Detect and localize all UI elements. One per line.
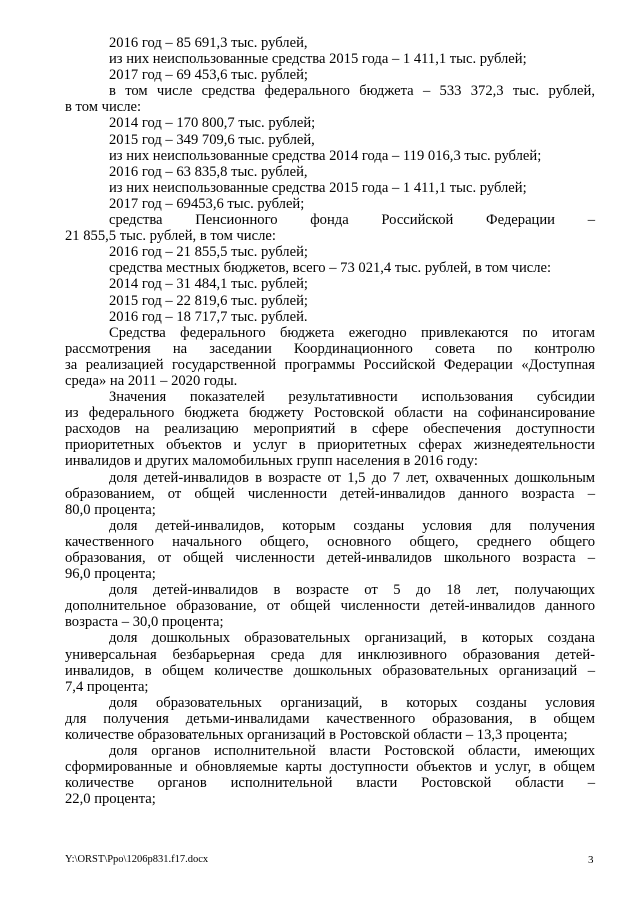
text-line: среда» на 2011 – 2020 годы. (65, 372, 238, 389)
text-line: Значения показателей результативности использования субсидии (109, 389, 595, 406)
text-line: 2017 год – 69453,6 тыс. рублей; (109, 195, 305, 212)
text-line: доля органов исполнительной власти Ростовской области, имеющих (109, 743, 595, 760)
text-line: доля детей-инвалидов в возрасте от 1,5 до 7 лет, охваченных дошкольным (109, 469, 595, 486)
text-line: в том числе средства федерального бюджета – 533 372,3 тыс. рублей, (109, 83, 595, 100)
page-number: 3 (588, 854, 594, 866)
text-line: возраста – 30,0 процента; (65, 614, 224, 631)
text-line: образованием, от общей численности детей-инвалидов данного возраста – (65, 485, 595, 502)
text-line: дополнительное образование, от общей численности детей-инвалидов данного (65, 598, 595, 615)
text-line: сформированные и обновляемые карты доступности объектов и услуг, в общем (65, 759, 595, 776)
text-line: количестве органов исполнительной власти Ростовской области – (65, 775, 595, 792)
text-line: расходов на реализацию мероприятий в сфере обеспечения доступности (65, 421, 595, 438)
footer-file-path: Y:\ORST\Ppo\1206p831.f17.docx (65, 854, 209, 865)
text-line: для получения детьми-инвалидами качественного образования, в общем (65, 710, 595, 727)
text-line: 80,0 процента; (65, 501, 156, 518)
text-line: средства Пенсионного фонда Российской Федерации – (109, 212, 595, 229)
text-line: инвалидов, в общем количестве дошкольных образовательных организаций – (65, 662, 595, 679)
text-line: 2015 год – 22 819,6 тыс. рублей; (109, 292, 308, 309)
text-line: рассмотрения на заседании Координационного совета по контролю (65, 340, 595, 357)
text-line: 2014 год – 31 484,1 тыс. рублей; (109, 276, 308, 293)
document-body (65, 35, 595, 808)
text-line: 2017 год – 69 453,6 тыс. рублей; (109, 67, 308, 84)
text-line: за реализацией государственной программы Российской Федерации «Доступная (65, 356, 595, 373)
text-line: доля детей-инвалидов, которым созданы условия для получения (109, 517, 595, 534)
text-line: доля детей-инвалидов в возрасте от 5 до 18 лет, получающих (109, 582, 595, 599)
text-line: 96,0 процента; (65, 566, 156, 583)
text-line: 2016 год – 21 855,5 тыс. рублей; (109, 244, 308, 261)
text-line: 21 855,5 тыс. рублей, в том числе: (65, 228, 276, 245)
text-line: 7,4 процента; (65, 678, 149, 695)
text-line: доля образовательных организаций, в которых созданы условия (109, 694, 595, 711)
text-line: 2016 год – 18 717,7 тыс. рублей. (109, 308, 308, 325)
text-line: инвалидов и других маломобильных групп населения в 2016 году: (65, 453, 478, 470)
text-line: образования, от общей численности детей-инвалидов школьного возраста – (65, 550, 595, 566)
text-line: в том числе: (65, 99, 142, 116)
text-line: 2014 год – 170 800,7 тыс. рублей; (109, 115, 316, 132)
text-line: приоритетных объектов и услуг в приоритетных сферах жизнедеятельности (65, 437, 595, 454)
text-line: 22,0 процента; (65, 791, 156, 808)
text-line: средства местных бюджетов, всего – 73 021,4 тыс. рублей, в том числе: (109, 260, 552, 277)
text-line: из федерального бюджета бюджету Ростовской области на софинансирование (65, 405, 595, 422)
text-line: количестве образовательных организаций в Ростовской области – 13,3 процента; (65, 727, 568, 744)
text-line: Средства федерального бюджета ежегодно привлекаются по итогам (109, 324, 595, 341)
text-line: из них неиспользованные средства 2015 года – 1 411,1 тыс. рублей; (109, 51, 527, 68)
text-line: универсальная безбарьерная среда для инклюзивного образования детей- (65, 646, 595, 663)
text-line: качественного начального общего, основного общего, среднего общего (65, 533, 595, 550)
text-line: из них неиспользованные средства 2014 года – 119 016,3 тыс. рублей; (109, 147, 542, 164)
text-line: доля дошкольных образовательных организаций, в которых создана (109, 630, 595, 647)
text-line: 2016 год – 85 691,3 тыс. рублей, (109, 35, 308, 51)
text-line: 2016 год – 63 835,8 тыс. рублей, (109, 163, 308, 180)
text-line: 2015 год – 349 709,6 тыс. рублей, (109, 131, 315, 148)
text-line: из них неиспользованные средства 2015 года – 1 411,1 тыс. рублей; (109, 179, 527, 196)
